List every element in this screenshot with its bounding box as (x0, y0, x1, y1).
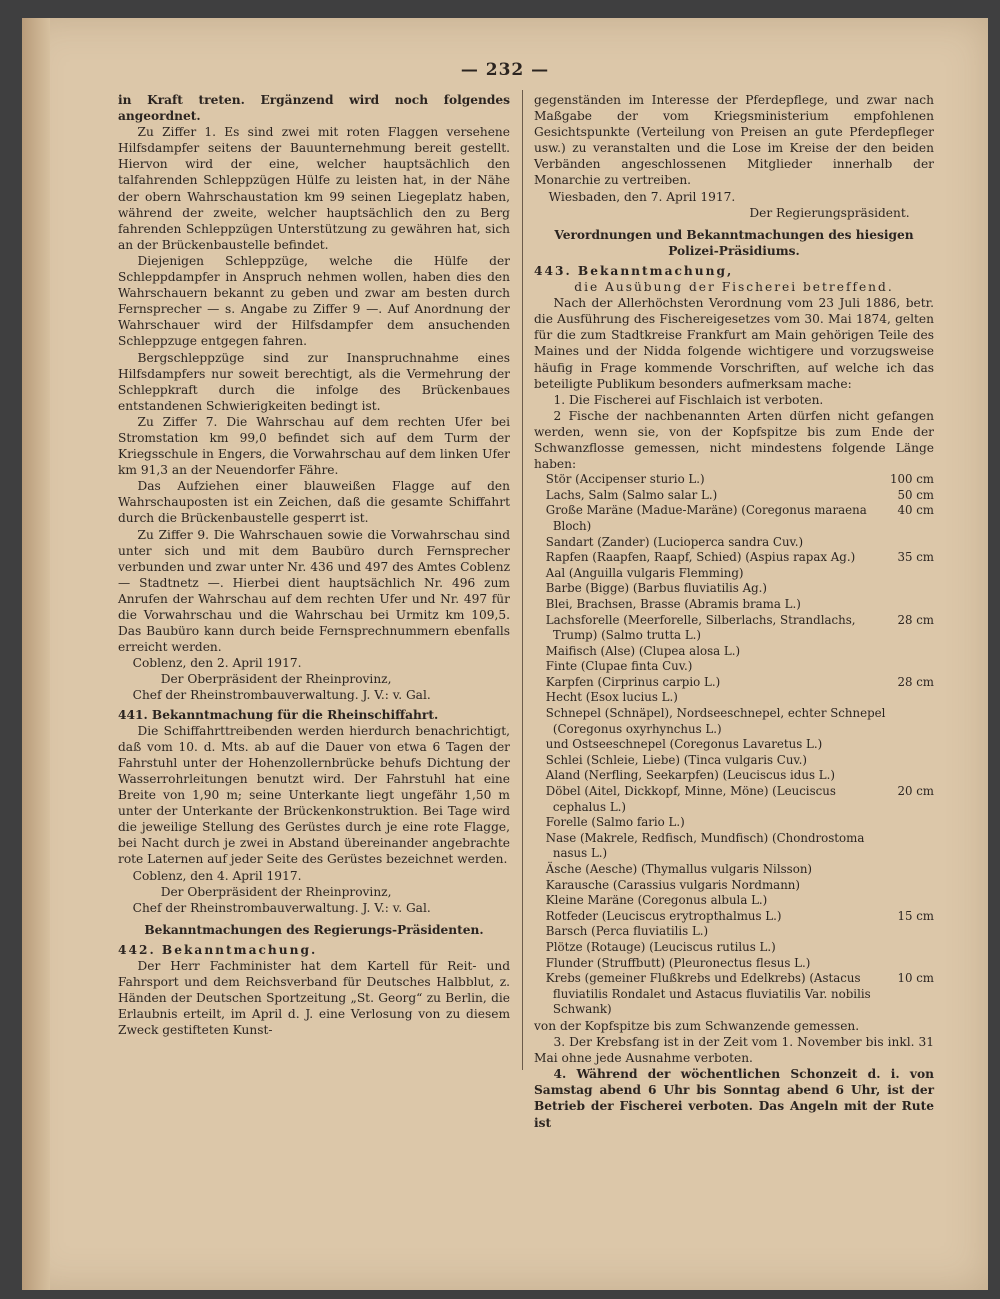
fish-min-length (890, 753, 934, 769)
paragraph: 2 Fische der nachbenannten Arten dürfen nicht gefangen werden, wenn sie, von der Kopfspitze bis zum Ende der Schwanzflosse gemessen, nicht mindestens folgende Länge haben: (534, 408, 934, 472)
section-heading: 443. Bekanntmachung, (534, 263, 734, 278)
fish-min-length (890, 956, 934, 972)
fish-min-length (890, 690, 934, 706)
fish-name: Aland (Nerfling, Seekarpfen) (Leuciscus idus L.) (545, 768, 835, 783)
section-heading: Bekanntmachungen des Regierungs-Präsidenten. (144, 922, 484, 937)
table-row (534, 597, 934, 613)
page-number: — 232 — (460, 60, 550, 80)
section-heading: 442. Bekanntmachung. (118, 942, 318, 957)
fish-min-length (890, 737, 934, 753)
paragraph: 1. Die Fischerei auf Fischlaich ist verboten. (553, 392, 824, 407)
paragraph: 4. Während der wöchentlichen Schonzeit d. i. von Samstag abend 6 Uhr bis Sonntag abend 6 Uhr, ist der Betrieb der Fischerei verboten. Das Angeln mit der Rute ist (534, 1067, 934, 1130)
section-subheading: die Ausübung der Fischerei betreffend. (574, 280, 894, 295)
paragraph: Nach der Allerhöchsten Verordnung vom 23 Juli 1886, betr. die Ausführung des Fischereigesetzes vom 30. Mai 1874, gelten für die zum Stadtkreise Frankfurt am Main gehörigen Teile des Maines und der Nidda folgende wichtigere und vorzugsweise häufig in Frage kommende Vorschriften, auf welche ich das beteiligte Publikum besonders aufmerksam mache: (534, 296, 934, 391)
paragraph: Bergschleppzüge sind zur Inanspruchnahme eines Hilfsdampfers nur soweit berechtigt, als die Vermehrung der Schleppkraft durch die infolge des Brückenbaues entstandenen Schwierigkeiten bedingt ist. (118, 350, 510, 413)
paragraph: in Kraft treten. Ergänzend wird noch folgendes angeordnet. (118, 93, 510, 124)
table-row (534, 815, 934, 831)
fish-name: Kleine Maräne (Coregonus albula L.) (545, 893, 768, 908)
fish-min-length (890, 831, 934, 862)
table-row (534, 550, 934, 566)
table-row (534, 472, 934, 488)
date-line: Coblenz, den 2. April 1917. (132, 656, 302, 671)
table-row (534, 535, 934, 551)
paragraph: von der Kopfspitze bis zum Schwanzende gemessen. (534, 1018, 860, 1033)
fish-min-length (890, 535, 934, 551)
table-row (534, 675, 934, 691)
fish-min-length (890, 893, 934, 909)
table-row (534, 503, 934, 534)
section-heading: 441. Bekanntmachung für die Rheinschiffahrt. (118, 707, 439, 722)
signature-line: Der Oberpräsident der Rheinprovinz, (160, 884, 392, 899)
fish-name: Finte (Clupae finta Cuv.) (545, 659, 693, 674)
paragraph: 3. Der Krebsfang ist in der Zeit vom 1. November bis inkl. 31 Mai ohne jede Ausnahme verboten. (534, 1035, 934, 1066)
paragraph: Zu Ziffer 9. Die Wahrschauen sowie die Vorwahrschau sind unter sich und mit dem Baubüro durch Fernsprecher verbunden und zwar unter Nr. 436 und 497 des Amtes Coblenz — Stadtnetz —. Hierbei dient hauptsächlich Nr. 496 zum Anrufen der Wahrschau auf dem rechten Ufer und Nr. 497 für die Vorwahrschau und die Wahrschau bei Urmitz km 109,5. Das Baubüro kann durch beide Fernsprechnummern ebenfalls erreicht werden. (118, 527, 510, 655)
fish-min-length (890, 768, 934, 784)
table-row (534, 737, 934, 753)
paragraph: Zu Ziffer 1. Es sind zwei mit roten Flaggen versehene Hilfsdampfer seitens der Bauunternehmung bereit gestellt. Hiervon wird der eine, welcher hauptsächlich den talfahrenden Schleppzügen Hülfe zu leisten hat, in der Nähe der obern Wahrschaustation km 99 seinen Liegeplatz haben, während der zweite, welcher hauptsächlich den zu Berg fahrenden Schleppzügen Unterstützung zu gewähren hat, sich an der Brückenbaustelle befindet. (118, 125, 510, 252)
table-row (534, 706, 934, 737)
fish-min-length: 50 cm (897, 487, 934, 502)
signature-line: Chef der Rheinstrombauverwaltung. J. V.: v. Gal. (132, 688, 431, 703)
fish-name: Sandart (Zander) (Lucioperca sandra Cuv.) (545, 534, 804, 549)
table-row (534, 566, 934, 582)
paragraph: Diejenigen Schleppzüge, welche die Hülfe der Schleppdampfer in Anspruch nehmen wollen, haben dies den Wahrschauern bekannt zu geben und zwar am besten durch Fernsprecher — s. Angabe zu Ziffer 9 —. Auf Anordnung der Wahrschauer wird der Hilfsdampfer dem ansuchenden Schleppzuge entgegen fahren. (118, 253, 510, 349)
date-line: Coblenz, den 4. April 1917. (132, 868, 302, 883)
fish-name: Rotfeder (Leuciscus erytropthalmus L.) (545, 908, 782, 923)
table-row (534, 909, 934, 925)
table-row (534, 971, 934, 1018)
fish-name: Blei, Brachsen, Brasse (Abramis brama L.) (545, 596, 801, 611)
paragraph: Der Herr Fachminister hat dem Kartell für Reit- und Fahrsport und dem Reichsverband für Deutsches Halbblut, z. Händen der Deutschen Sportzeitung „St. Georg“ zu Berlin, die Erlaubnis erteilt, im April d. J. eine Verlosung von zu diesem Zweck gestifteten Kunst- (118, 958, 510, 1038)
fish-name: Karpfen (Cirprinus carpio L.) (545, 674, 721, 689)
fish-min-length (890, 706, 934, 737)
fish-name: Flunder (Struffbutt) (Pleuronectus flesus L.) (545, 955, 811, 970)
fish-name: Barsch (Perca fluviatilis L.) (545, 924, 709, 939)
table-row (534, 878, 934, 894)
table-row (534, 768, 934, 784)
table-row (534, 862, 934, 878)
fish-name: Maifisch (Alse) (Clupea alosa L.) (545, 643, 741, 658)
fish-min-length (890, 815, 934, 831)
fish-min-length (890, 940, 934, 956)
fish-min-length (890, 862, 934, 878)
paragraph: Die Schiffahrttreibenden werden hierdurch benachrichtigt, daß vom 10. d. Mts. ab auf die Dauer von etwa 6 Tagen der Fahrstuhl unter der Hohenzollernbrücke behufs Dichtung der Wasserrohrleitungen benutzt wird. Der Fahrstuhl hat eine Breite von 1,90 m; seine Unterkante liegt ungefähr 1,50 m unter der Unterkante der Brückenkonstruktion. Bei Tage wird die jeweilige Stellung des Gerüstes durch je eine rote Flagge, bei Nacht durch je zwei in Abstand übereinander angebrachte rote Laternen auf jeder Seite des Gerüstes bezeichnet werden. (118, 723, 510, 867)
table-row (534, 956, 934, 972)
paragraph: Zu Ziffer 7. Die Wahrschau auf dem rechten Ufer bei Stromstation km 99,0 befindet sich auf dem Turm der Kriegsschule in Engers, die Vorwahrschau auf dem linken Ufer km 91,3 an der Neuendorfer Fähre. (118, 414, 510, 478)
fish-min-length (890, 597, 934, 613)
table-row (534, 940, 934, 956)
fish-name: Stör (Accipenser sturio L.) (545, 472, 705, 487)
fish-name: Aal (Anguilla vulgaris Flemming) (545, 565, 744, 580)
fish-min-length (890, 659, 934, 675)
book-spine (22, 18, 50, 1290)
fish-min-length: 28 cm (897, 612, 934, 627)
fish-name: Hecht (Esox lucius L.) (545, 690, 678, 705)
date-line: Wiesbaden, den 7. April 1917. (548, 189, 736, 204)
fish-name: Plötze (Rotauge) (Leuciscus rutilus L.) (545, 939, 776, 954)
fish-size-table (534, 472, 934, 1018)
fish-name: Rapfen (Raapfen, Raapf, Schied) (Aspius rapax Ag.) (545, 550, 856, 565)
fish-min-length (890, 581, 934, 597)
fish-min-length (890, 878, 934, 894)
table-row (534, 613, 934, 644)
fish-name: Krebs (gemeiner Flußkrebs und Edelkrebs) (Astacus fluviatilis Rondalet und Astacus fluviatilis Var. nobilis Schwank) (545, 971, 871, 1017)
table-row (534, 659, 934, 675)
fish-min-length: 100 cm (889, 472, 934, 487)
left-column (118, 92, 510, 1038)
table-row (534, 581, 934, 597)
fish-min-length: 20 cm (897, 784, 934, 799)
table-row (534, 690, 934, 706)
table-row (534, 831, 934, 862)
fish-name: Lachs, Salm (Salmo salar L.) (545, 487, 718, 502)
paragraph: Das Aufziehen einer blauweißen Flagge auf den Wahrschauposten ist ein Zeichen, daß die gesamte Schiffahrt durch die Brückenbaustelle gesperrt ist. (118, 479, 510, 526)
fish-name: Nase (Makrele, Redfisch, Mundfisch) (Chondrostoma nasus L.) (545, 830, 865, 861)
table-row (534, 784, 934, 815)
table-row (534, 488, 934, 504)
signature-line: Der Regierungspräsident. (749, 205, 910, 220)
fish-name: Lachsforelle (Meerforelle, Silberlachs, Strandlachs, Trump) (Salmo trutta L.) (545, 612, 856, 643)
fish-min-length (890, 566, 934, 582)
right-column (534, 92, 934, 1131)
fish-name: Schnepel (Schnäpel), Nordseeschnepel, echter Schnepel (Coregonus oxyrhynchus L.) (545, 706, 886, 736)
fish-name: Schlei (Schleie, Liebe) (Tinca vulgaris Cuv.) (545, 752, 808, 767)
table-row (534, 924, 934, 940)
table-row (534, 753, 934, 769)
signature-line: Chef der Rheinstrombauverwaltung. J. V.: v. Gal. (132, 900, 431, 915)
fish-min-length: 28 cm (897, 674, 934, 689)
fish-min-length: 35 cm (897, 550, 934, 565)
document-page (22, 18, 988, 1290)
fish-min-length (890, 644, 934, 660)
fish-min-length: 15 cm (897, 908, 934, 923)
fish-name: Große Maräne (Madue-Maräne) (Coregonus maraena Bloch) (545, 503, 867, 533)
paragraph: gegenständen im Interesse der Pferdepflege, und zwar nach Maßgabe der vom Kriegsministerium empfohlenen Gesichtspunkte (Verteilung von Preisen an gute Pferdepfleger usw.) zu veranstalten und die Lose im Kreise der den beiden Verbänden angeschlossenen Mitglieder innerhalb der Monarchie zu vertreiben. (534, 93, 934, 188)
fish-name: und Ostseeschnepel (Coregonus Lavaretus L.) (545, 737, 823, 752)
fish-min-length: 10 cm (897, 971, 934, 986)
table-row (534, 644, 934, 660)
column-divider (522, 90, 523, 1070)
section-heading: Verordnungen und Bekanntmachungen des hiesigen Polizei-Präsidiums. (554, 227, 914, 258)
fish-name: Döbel (Aitel, Dickkopf, Minne, Möne) (Leuciscus cephalus L.) (545, 784, 836, 814)
table-row (534, 893, 934, 909)
fish-name: Barbe (Bigge) (Barbus fluviatilis Ag.) (545, 581, 768, 596)
fish-name: Äsche (Aesche) (Thymallus vulgaris Nilsson) (545, 862, 813, 876)
fish-name: Karausche (Carassius vulgaris Nordmann) (545, 877, 800, 892)
fish-name: Forelle (Salmo fario L.) (545, 815, 685, 830)
fish-min-length (890, 924, 934, 940)
fish-min-length: 40 cm (897, 503, 934, 518)
signature-line: Der Oberpräsident der Rheinprovinz, (160, 672, 392, 687)
